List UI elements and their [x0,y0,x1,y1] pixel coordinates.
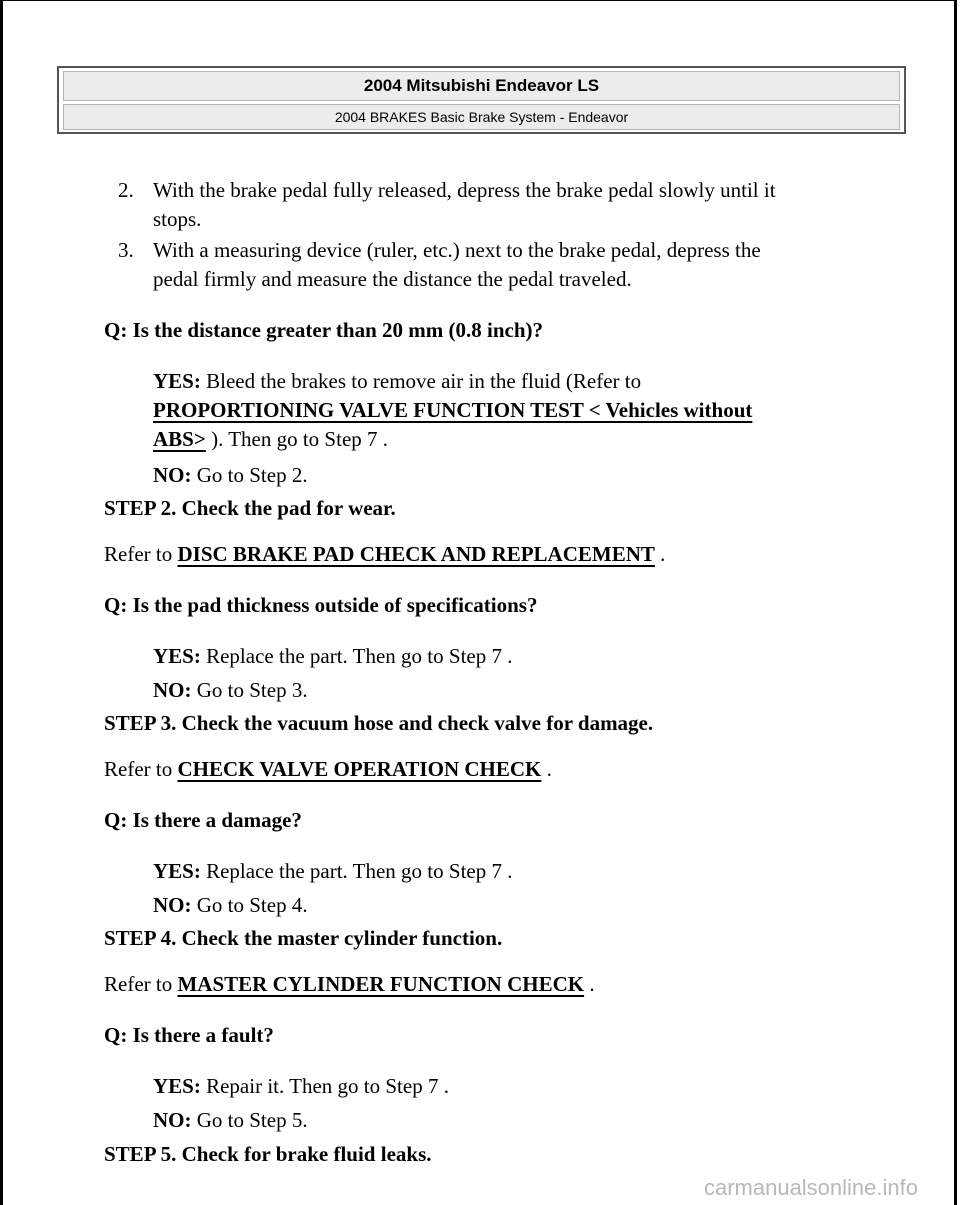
watermark: carmanualsonline.info [703,1175,918,1200]
refer-end: . [584,972,595,996]
answer-yes-line3 [153,426,388,452]
step-number-2: 2. [118,178,134,202]
refer-end: . [654,542,666,566]
step4-question: Q: Is there a fault? [104,1023,274,1047]
step-text-2-line2: stops. [153,207,202,231]
step2-answer-yes [153,643,512,669]
no-text: Go to Step 2. [191,463,308,487]
no-text: Go to Step 3. [191,678,308,702]
answer-no [153,462,308,488]
no-label: NO: [153,463,192,487]
yes-label: YES: [153,644,201,668]
step-text-3-line2: pedal firmly and measure the distance the pedal traveled. [153,267,632,291]
yes-after-text: ). Then go to Step 7 . [205,427,389,451]
refer-text: Refer to [104,972,178,996]
answer-yes-line2 [153,397,752,423]
no-label: NO: [153,678,192,702]
no-text: Go to Step 5. [191,1108,308,1132]
step4-refer [104,971,595,997]
step2-refer [104,541,665,567]
yes-text: Replace the part. Then go to Step 7 . [200,859,513,883]
yes-label: YES: [153,369,201,393]
no-label: NO: [153,1108,192,1132]
step3-heading: STEP 3. Check the vacuum hose and check valve for damage. [104,711,654,735]
step2-answer-no [153,677,308,703]
link-master-cylinder-function[interactable]: MASTER CYLINDER FUNCTION CHECK [177,972,585,996]
document-subtitle: 2004 BRAKES Basic Brake System - Endeavor [63,104,900,130]
step-text-3-line1: With a measuring device (ruler, etc.) next to the brake pedal, depress the [153,238,761,262]
step4-heading: STEP 4. Check the master cylinder function. [104,926,503,950]
refer-text: Refer to [104,542,178,566]
no-label: NO: [153,893,192,917]
link-disc-brake-pad-check[interactable]: DISC BRAKE PAD CHECK AND REPLACEMENT [177,542,655,566]
page-frame-top [0,0,957,1]
step3-answer-no [153,892,308,918]
step4-answer-yes [153,1073,449,1099]
refer-text: Refer to [104,757,178,781]
step3-answer-yes [153,858,512,884]
refer-end: . [541,757,552,781]
page-frame-right [954,0,957,1205]
yes-text: Replace the part. Then go to Step 7 . [200,644,513,668]
link-proportioning-valve-test[interactable]: PROPORTIONING VALVE FUNCTION TEST < Vehicles without [153,398,753,422]
step4-answer-no [153,1107,308,1133]
page-frame-left [0,0,3,1205]
no-text: Go to Step 4. [191,893,308,917]
yes-text: Bleed the brakes to remove air in the fluid (Refer to [200,369,642,393]
step3-question: Q: Is there a damage? [104,808,302,832]
step2-heading: STEP 2. Check the pad for wear. [104,496,396,520]
step3-refer [104,756,552,782]
link-check-valve-operation[interactable]: CHECK VALVE OPERATION CHECK [177,757,542,781]
yes-label: YES: [153,859,201,883]
yes-text: Repair it. Then go to Step 7 . [200,1074,449,1098]
step-text-2-line1: With the brake pedal fully released, depress the brake pedal slowly until it [153,178,776,202]
step2-question: Q: Is the pad thickness outside of specifications? [104,593,538,617]
yes-label: YES: [153,1074,201,1098]
document-title: 2004 Mitsubishi Endeavor LS [63,71,900,101]
question-distance: Q: Is the distance greater than 20 mm (0.8 inch)? [104,318,544,342]
document-header [57,66,906,134]
step5-heading: STEP 5. Check for brake fluid leaks. [104,1142,432,1166]
step-number-3: 3. [118,238,134,262]
link-proportioning-valve-test-cont[interactable]: ABS> [153,427,206,451]
answer-yes-line1 [153,368,641,394]
